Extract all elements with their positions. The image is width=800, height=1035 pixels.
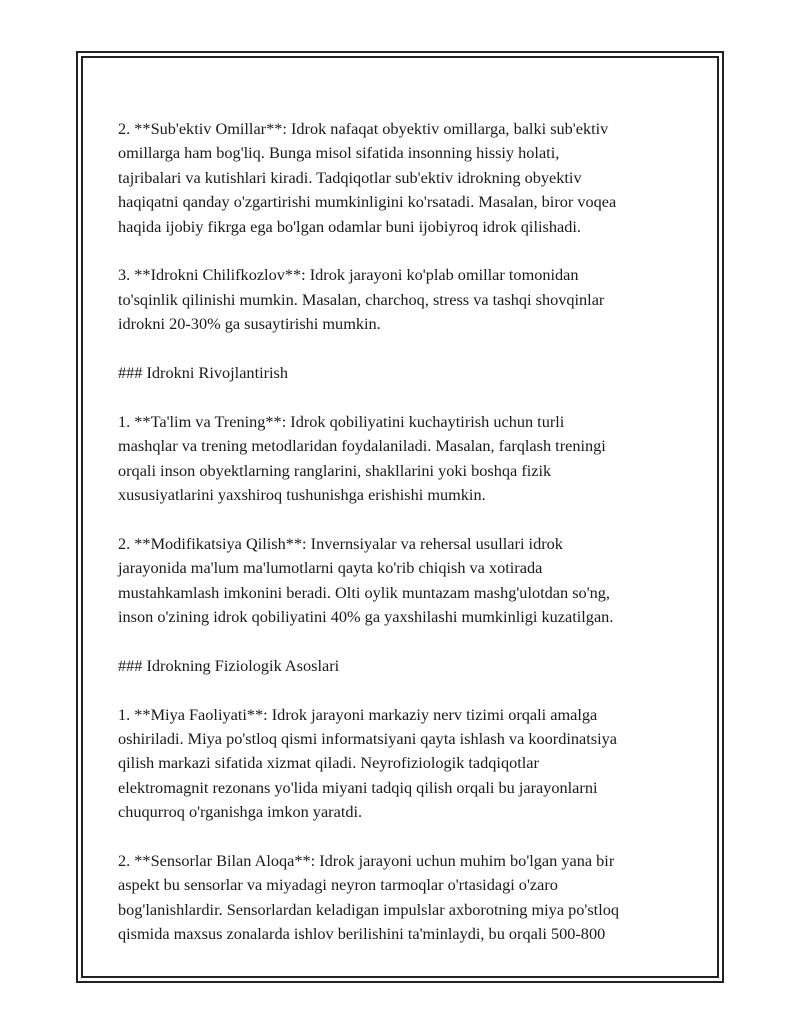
- text-line: haqida ijobiy fikrga ega bo'lgan odamlar buni ijobiyroq idrok qilishadi.: [118, 216, 581, 236]
- section-heading-development: [118, 361, 693, 385]
- text-line: elektromagnit rezonans yo'lida miyani tadqiq qilish orqali bu jarayonlarni: [118, 777, 598, 797]
- text-line: to'sqinlik qilinishi mumkin. Masalan, charchoq, stress va tashqi shovqinlar: [118, 289, 605, 309]
- text-line: oshiriladi. Miya po'stloq qismi informatsiyani qayta ishlash va koordinatsiya: [118, 729, 617, 749]
- text-line: idrokni 20-30% ga susaytirishi mumkin.: [118, 314, 381, 334]
- text-line: 1. **Ta'lim va Trening**: Idrok qobiliyatini kuchaytirish uchun turli: [118, 411, 565, 431]
- text-line: mustahkamlash imkonini beradi. Olti oylik muntazam mashg'ulotdan so'ng,: [118, 582, 610, 602]
- text-line: 2. **Sub'ektiv Omillar**: Idrok nafaqat obyektiv omillarga, balki sub'ektiv: [118, 119, 609, 138]
- paragraph-subjective-factors: [118, 117, 693, 239]
- text-line: bog'lanishlardir. Sensorlardan keladigan impulslar axborotning miya po'stloq: [118, 899, 619, 919]
- text-line: qismida maxsus zonalarda ishlov berilishini ta'minlaydi, bu orqali 500-800: [118, 924, 606, 944]
- text-line: 3. **Idrokni Chilifkozlov**: Idrok jarayoni ko'plab omillar tomonidan: [118, 265, 579, 285]
- heading-text: ### Idrokning Fiziologik Asoslari: [118, 655, 340, 675]
- text-line: inson o'zining idrok qobiliyatini 40% ga yaxshilashi mumkinligi kuzatilgan.: [118, 607, 614, 627]
- text-line: 1. **Miya Faoliyati**: Idrok jarayoni markaziy nerv tizimi orqali amalga: [118, 704, 598, 724]
- text-line: 2. **Modifikatsiya Qilish**: Invernsiyalar va rehersal usullari idrok: [118, 533, 563, 553]
- text-line: haqiqatni qanday o'zgartirishi mumkinligini ko'rsatadi. Masalan, biror voqea: [118, 192, 617, 212]
- text-line: jarayonida ma'lum ma'lumotlarni qayta ko'rib chiqish va xotirada: [118, 558, 543, 578]
- paragraph-brain-activity: [118, 703, 693, 825]
- text-line: tajribalari va kutishlari kiradi. Tadqiqotlar sub'ektiv idrokning obyektiv: [118, 167, 582, 187]
- document-body: [118, 117, 693, 971]
- paragraph-perception-obstacles: [118, 263, 693, 336]
- section-heading-physiology: [118, 654, 693, 678]
- text-line: qilish markazi sifatida xizmat qiladi. Neyrofiziologik tadqiqotlar: [118, 753, 539, 773]
- paragraph-training: [118, 410, 693, 508]
- text-line: orqali inson obyektlarning ranglarini, shakllarini yoki boshqa fizik: [118, 460, 552, 480]
- text-line: chuqurroq o'rganishga imkon yaratdi.: [118, 802, 363, 822]
- text-line: 2. **Sensorlar Bilan Aloqa**: Idrok jarayoni uchun muhim bo'lgan yana bir: [118, 851, 615, 871]
- text-line: mashqlar va trening metodlaridan foydalaniladi. Masalan, farqlash treningi: [118, 436, 606, 456]
- paragraph-modification: [118, 532, 693, 630]
- text-line: xususiyatlarini yaxshiroq tushunishga erishishi mumkin.: [118, 485, 486, 505]
- heading-text: ### Idrokni Rivojlantirish: [118, 363, 289, 383]
- text-line: omillarga ham bog'liq. Bunga misol sifatida insonning hissiy holati,: [118, 143, 560, 163]
- text-line: aspekt bu sensorlar va miyadagi neyron tarmoqlar o'rtasidagi o'zaro: [118, 875, 558, 895]
- paragraph-sensor-connection: [118, 849, 693, 947]
